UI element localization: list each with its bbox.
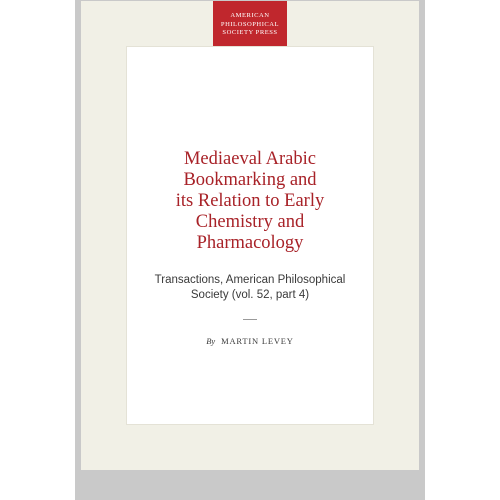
- subtitle-line-1: Transactions, American Philosophical: [154, 274, 346, 286]
- author-name: MARTIN LEVEY: [221, 336, 294, 346]
- title-line-4: Chemistry and: [195, 212, 305, 232]
- publisher-line-1: AMERICAN: [230, 12, 270, 20]
- publisher-line-3: SOCIETY PRESS: [222, 29, 278, 37]
- cover-inner-panel: [127, 47, 373, 424]
- book-title: [127, 149, 373, 254]
- title-divider: [243, 319, 257, 320]
- book-cover: [81, 1, 419, 470]
- author-line: [127, 336, 373, 346]
- publisher-badge: [213, 1, 287, 49]
- title-line-3: its Relation to Early: [175, 191, 325, 211]
- subtitle-line-2: Society (vol. 52, part 4): [190, 289, 310, 301]
- title-line-2: Bookmarking and: [183, 170, 317, 190]
- publisher-line-2: PHILOSOPHICAL: [220, 20, 280, 28]
- book-subtitle: [127, 273, 373, 303]
- author-prefix: By: [206, 336, 216, 346]
- title-line-5: Pharmacology: [196, 233, 304, 253]
- title-line-1: Mediaeval Arabic: [183, 149, 316, 169]
